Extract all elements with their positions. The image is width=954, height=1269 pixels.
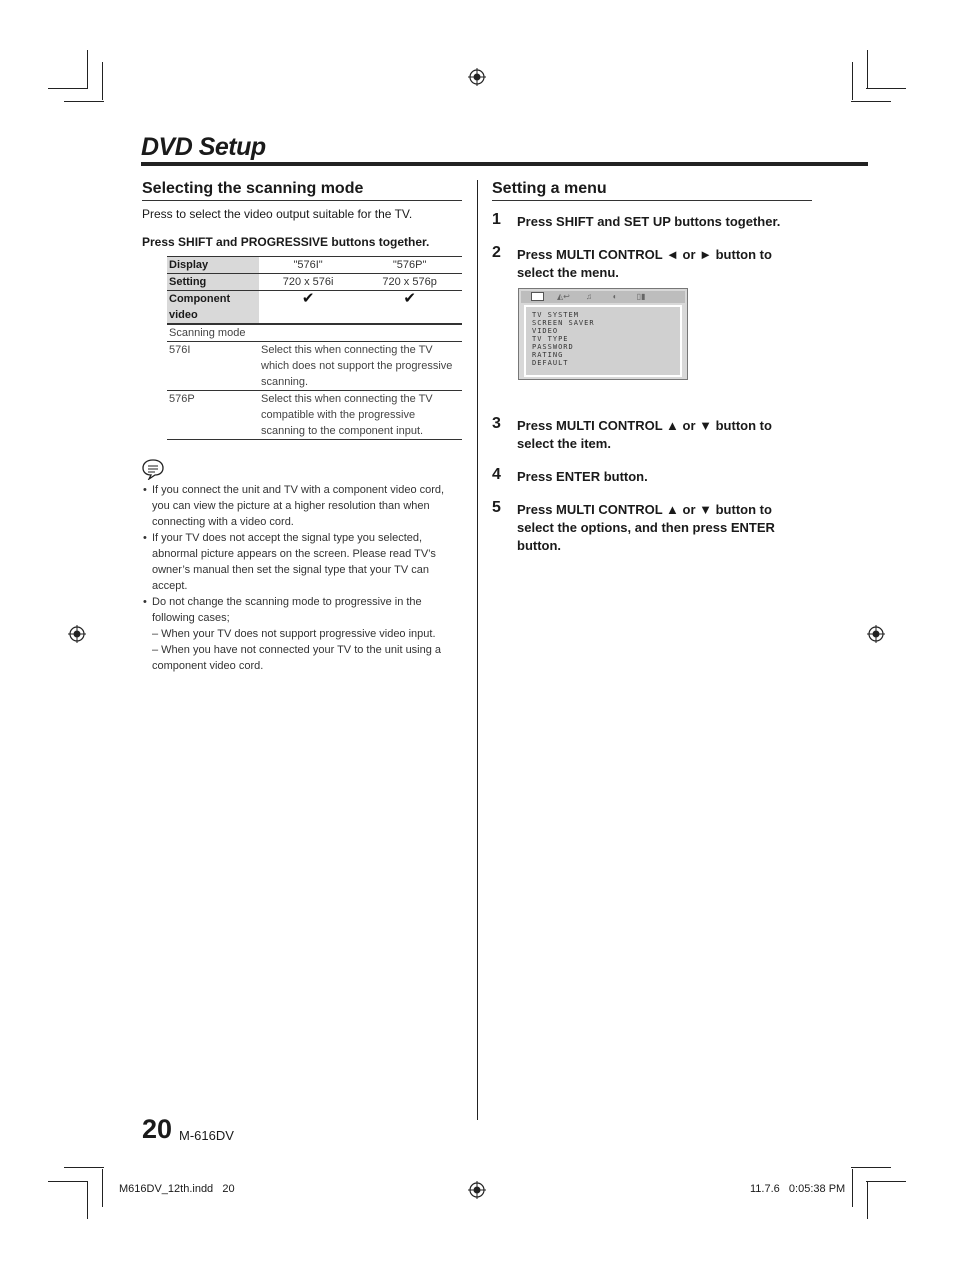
table-row <box>167 342 462 391</box>
crop-mark <box>867 1181 868 1219</box>
mode-description: Select this when connecting the TV compatible with the progressive scanning to the component input. <box>259 391 462 440</box>
check-mark-icon: ✔ <box>357 291 462 324</box>
list-item: • If your TV does not accept the signal type you selected, abnormal picture appears on the screen. Please read TV’s owner’s manual then set the signal type that your TV can accept. <box>143 532 436 592</box>
setting-menu-heading: Setting a menu <box>492 180 607 197</box>
display-value-576p: "576P" <box>357 257 462 274</box>
sub-note: – When you have not connected your TV to the unit using a component video cord. <box>152 644 442 672</box>
step-text: Press ENTER button. <box>517 469 648 484</box>
step-text: Press SHIFT and SET UP buttons together. <box>517 214 781 229</box>
disc-icon: ◐ <box>612 292 618 301</box>
sliders-icon: ▯▮ <box>636 292 646 301</box>
crop-mark <box>48 1181 88 1182</box>
intro-text: Press to select the video output suitable for the TV. <box>142 207 413 221</box>
crop-mark <box>867 50 868 88</box>
setting-value-576p: 720 x 576p <box>357 274 462 291</box>
spec-table <box>167 256 462 324</box>
menu-panel <box>524 305 682 377</box>
mode-name: 576I <box>167 342 259 391</box>
sub-note: – When your TV does not support progressive video input. <box>152 628 436 640</box>
list-item: • If you connect the unit and TV with a component video cord, you can view the picture at a higher resolution than when connecting with a video cord. <box>143 484 445 528</box>
scanning-mode-header: Scanning mode <box>167 325 462 342</box>
crop-mark <box>866 1181 906 1182</box>
table-row <box>167 391 462 440</box>
column-divider <box>477 180 478 1120</box>
setting-value-576i: 720 x 576i <box>259 274 357 291</box>
mode-name: 576P <box>167 391 259 440</box>
title-rule <box>141 162 868 166</box>
crop-mark <box>852 1169 853 1207</box>
menu-item-tv-system: TV SYSTEM <box>532 311 579 319</box>
page-title: DVD Setup <box>141 133 266 161</box>
model-name: M-616DV <box>179 1128 234 1143</box>
crop-mark <box>866 88 906 89</box>
check-mark-icon: ✔ <box>259 291 357 324</box>
menu-item-password: PASSWORD <box>532 343 574 351</box>
crop-mark <box>48 88 88 89</box>
scanning-mode-table <box>167 324 462 440</box>
step-text: Press MULTI CONTROL ▲ or ▼ button to select the options, and then press ENTER button. <box>517 502 775 553</box>
scanning-mode-heading: Selecting the scanning mode <box>142 180 364 197</box>
menu-item-tv-type: TV TYPE <box>532 335 569 343</box>
music-note-icon: ♫ <box>586 292 592 301</box>
registration-mark-icon <box>68 625 86 643</box>
menu-item-video: VIDEO <box>532 327 559 335</box>
mode-description: Select this when connecting the TV which does not support the progressive scanning. <box>259 342 462 391</box>
setup-menu-screenshot <box>518 288 688 380</box>
note-text: If you connect the unit and TV with a component video cord, you can view the picture at a higher resolution than when connecting with a video cord. <box>152 484 445 528</box>
note-text: If your TV does not accept the signal type you selected, abnormal picture appears on the screen. Please read TV’s owner’s manual then set the signal type that your TV can accept. <box>152 532 436 592</box>
menu-item-screen-saver: SCREEN SAVER <box>532 319 595 327</box>
crop-mark <box>64 101 104 102</box>
notes-list <box>143 482 461 674</box>
display-value-576i: "576I" <box>259 257 357 274</box>
crop-mark <box>64 1167 104 1168</box>
step-number: 5 <box>492 499 501 516</box>
registration-mark-icon <box>468 68 486 86</box>
menu-tab-bar <box>521 291 685 303</box>
crop-mark <box>852 62 853 100</box>
crop-mark <box>851 101 891 102</box>
heading-rule <box>142 200 462 201</box>
page-number: 20 <box>142 1114 173 1144</box>
step-number: 1 <box>492 211 501 228</box>
table-row <box>167 325 462 342</box>
menu-item-default: DEFAULT <box>532 359 569 367</box>
print-timestamp: 11.7.6 0:05:38 PM <box>750 1183 846 1195</box>
speech-bubble-note-icon <box>141 458 165 480</box>
component-video-label: Component video <box>167 291 259 324</box>
step-number: 4 <box>492 466 501 483</box>
display-label: Display <box>167 257 259 274</box>
tv-icon <box>531 292 544 301</box>
table-row <box>167 291 462 324</box>
speaker-icon: ◭↩ <box>557 292 570 301</box>
crop-mark <box>87 50 88 88</box>
heading-rule <box>492 200 812 201</box>
menu-item-rating: RATING <box>532 351 564 359</box>
file-name: M616DV_12th.indd 20 <box>119 1183 235 1195</box>
crop-mark <box>102 62 103 100</box>
step-number: 3 <box>492 415 501 432</box>
list-item: • Do not change the scanning mode to progressive in the following cases; <box>143 596 422 624</box>
instruction-text: Press SHIFT and PROGRESSIVE buttons together. <box>142 235 430 249</box>
registration-mark-icon <box>468 1181 486 1199</box>
registration-mark-icon <box>867 625 885 643</box>
table-row <box>167 274 462 291</box>
crop-mark <box>851 1167 891 1168</box>
step-text: Press MULTI CONTROL ▲ or ▼ button to select the item. <box>517 418 772 451</box>
step-number: 2 <box>492 244 501 261</box>
setting-label: Setting <box>167 274 259 291</box>
crop-mark <box>102 1169 103 1207</box>
table-row <box>167 257 462 274</box>
crop-mark <box>87 1181 88 1219</box>
note-text: Do not change the scanning mode to progressive in the following cases; <box>152 596 422 624</box>
step-text: Press MULTI CONTROL ◄ or ► button to select the menu. <box>517 247 772 280</box>
